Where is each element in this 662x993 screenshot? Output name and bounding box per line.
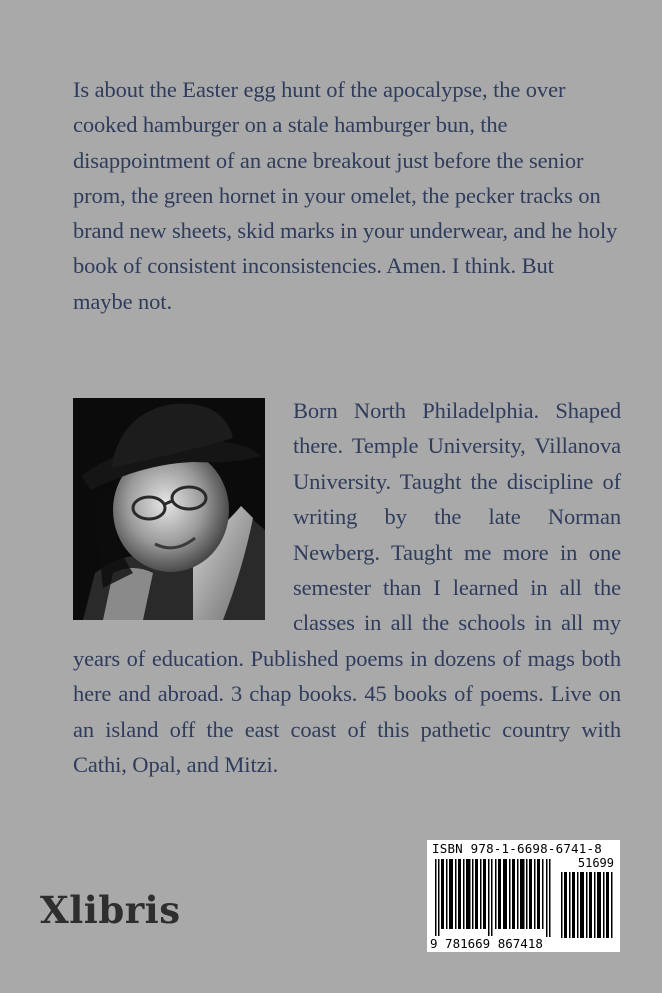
price-code-label: 51699	[577, 856, 614, 870]
ean-barcode-bars	[433, 859, 555, 937]
isbn-label: ISBN 978-1-6698-6741-8	[432, 841, 602, 856]
publisher-logo: Xlibris	[40, 888, 181, 932]
isbn-barcode	[427, 840, 620, 952]
back-cover-blurb: Is about the Easter egg hunt of the apocalypse, the over cooked hamburger on a stale hamburger bun, the disappointment of an acne breakout just before the senior prom, the green hornet in your omelet, the pecker tracks on brand new sheets, skid marks in your underwear, and he holy book of consistent inconsistencies. Amen. I think. But maybe not.	[73, 77, 618, 314]
price-addon-bars	[560, 872, 616, 938]
author-photo	[73, 398, 265, 620]
author-bio-text: Born North Philadelphia. Shaped there. Temple University, Villanova University. Taught the discipline of writing by the late Norman Newberg. Taught me more in one semester than I learned in all the classes in all the schools in all my years of education. Published poems in dozens of mags both here and abroad. 3 chap books. 45 books of poems. Live on an island off the east coast of this pathetic country with Cathi, Opal, and Mitzi.	[73, 398, 621, 778]
ean-digits-label: 9 781669 867418	[430, 936, 543, 951]
author-bio-section	[73, 393, 621, 782]
